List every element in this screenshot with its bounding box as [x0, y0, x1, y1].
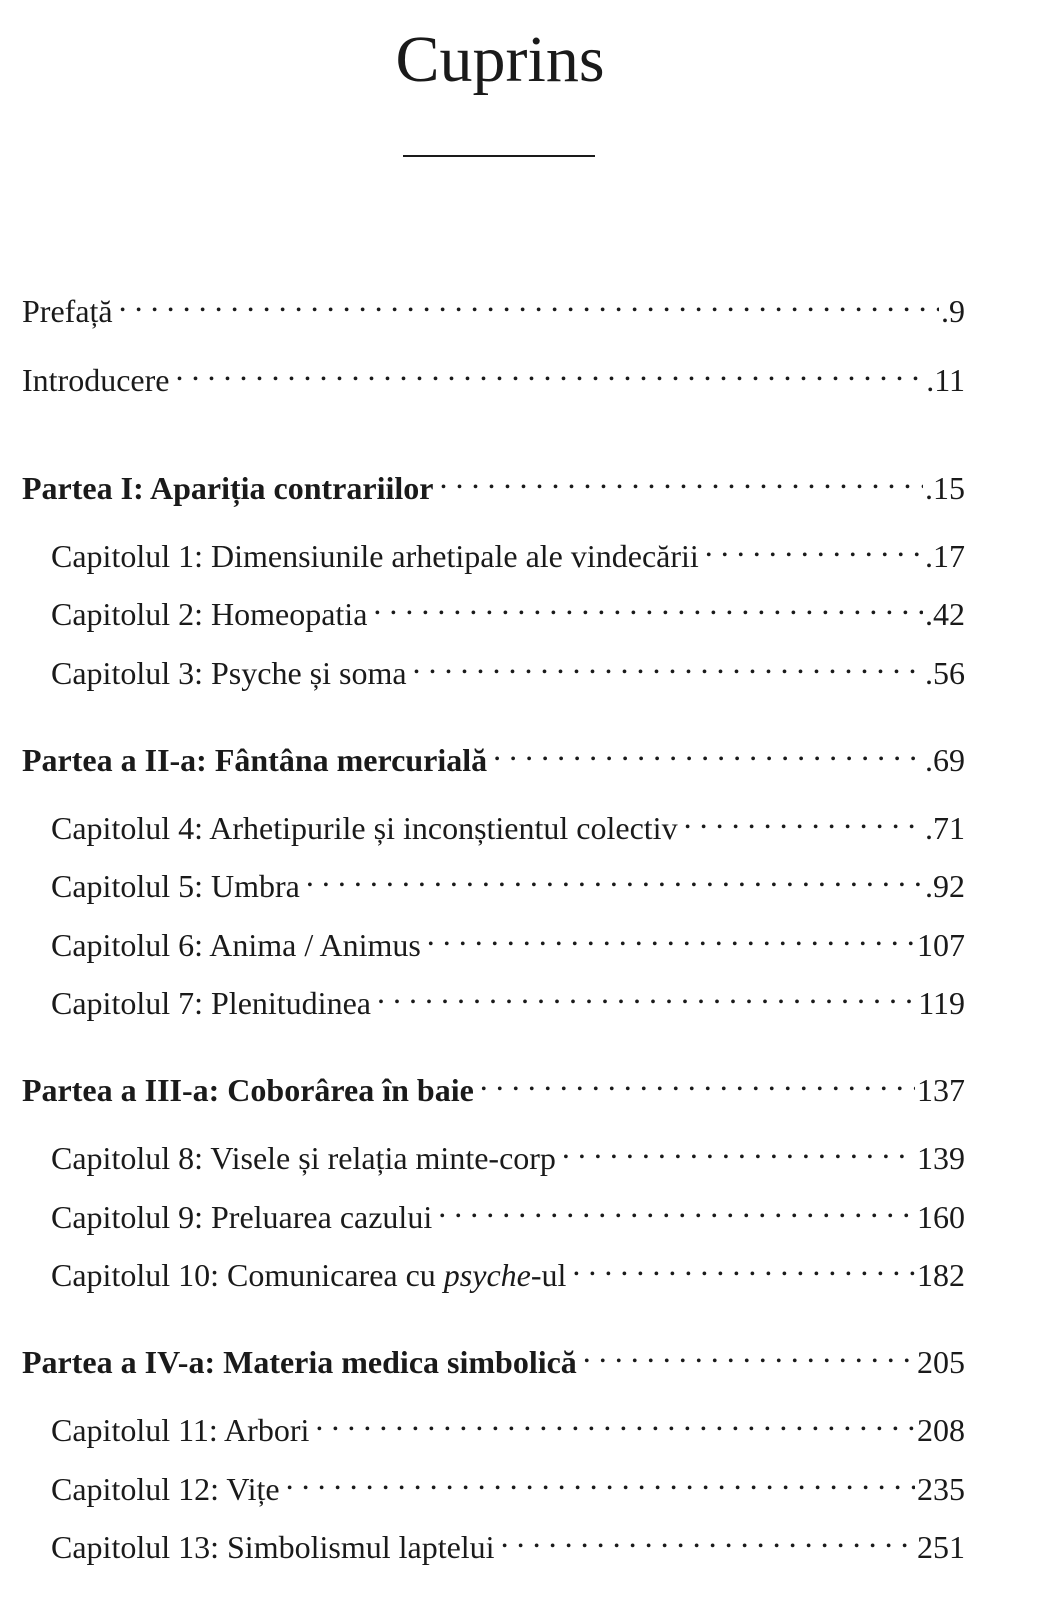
dot-leader — [680, 795, 923, 839]
toc-chapter-8[interactable] — [51, 1125, 965, 1176]
toc-chapter-label: Capitolul 2: Homeopatia — [51, 596, 368, 632]
dot-leader — [369, 581, 923, 625]
dot-leader — [701, 523, 923, 567]
toc-chapter-13[interactable] — [51, 1514, 965, 1565]
dot-leader — [435, 455, 923, 499]
toc-part-label: Partea a IV-a: Materia medica simbolică — [22, 1344, 577, 1380]
dot-leader — [497, 1514, 915, 1558]
toc-chapter-page-number: .42 — [925, 596, 965, 632]
toc-chapter-page-number: .56 — [925, 655, 965, 691]
toc-chapter-label: Capitolul 1: Dimensiunile arhetipale ale vindecării — [51, 538, 699, 574]
toc-chapter-page-number: .71 — [925, 810, 965, 846]
dot-leader — [568, 1242, 915, 1286]
toc-chapter-label: Capitolul 8: Visele și relația minte-corp — [51, 1140, 556, 1176]
dot-leader — [476, 1057, 915, 1101]
dot-leader — [373, 970, 916, 1014]
toc-part-1[interactable] — [22, 455, 965, 506]
toc-chapter-label: Capitolul 4: Arhetipurile și inconștientul colectiv — [51, 810, 678, 846]
toc-part-page-number: .69 — [925, 742, 965, 778]
toc-chapter-page-number: .17 — [925, 538, 965, 574]
toc-chapter-label: Capitolul 11: Arbori — [51, 1412, 310, 1448]
toc-chapter-label — [51, 1253, 566, 1297]
toc-entry-page-number: .11 — [926, 362, 965, 398]
dot-leader — [115, 278, 939, 322]
toc-chapter-label: Capitolul 13: Simbolismul laptelui — [51, 1529, 495, 1565]
toc-chapter-3[interactable] — [51, 640, 965, 691]
dot-leader — [409, 640, 923, 684]
toc-chapter-label: Capitolul 7: Plenitudinea — [51, 985, 371, 1021]
toc-chapter-4[interactable] — [51, 795, 965, 846]
dot-leader — [489, 727, 923, 771]
toc-entry-prefata[interactable] — [22, 278, 965, 329]
toc-chapter-page-number: 160 — [917, 1199, 965, 1235]
toc-part-page-number: .15 — [925, 470, 965, 506]
dot-leader — [434, 1184, 915, 1228]
toc-chapter-label: Capitolul 6: Anima / Animus — [51, 927, 421, 963]
toc-chapter-page-number: 119 — [918, 985, 965, 1021]
toc-chapter-12[interactable] — [51, 1456, 965, 1507]
toc-entry-label: Prefață — [22, 293, 113, 329]
toc-chapter-page-number: 107 — [917, 927, 965, 963]
toc-part-label: Partea I: Apariția contrariilor — [22, 470, 434, 506]
toc-chapter-label: Capitolul 12: Vițe — [51, 1471, 280, 1507]
toc-chapter-label: Capitolul 9: Preluarea cazului — [51, 1199, 433, 1235]
toc-chapter-label-italic: psyche — [443, 1257, 531, 1293]
toc-chapter-label: Capitolul 5: Umbra — [51, 868, 300, 904]
dot-leader — [282, 1456, 915, 1500]
toc-chapter-5[interactable] — [51, 853, 965, 904]
dot-leader — [171, 347, 924, 391]
toc-chapter-label: Capitolul 3: Psyche și soma — [51, 655, 407, 691]
toc-chapter-9[interactable] — [51, 1184, 965, 1235]
toc-part-page-number: 205 — [917, 1344, 965, 1380]
toc-entry-page-number: .9 — [941, 293, 965, 329]
toc-chapter-page-number: 235 — [917, 1471, 965, 1507]
toc-chapter-page-number: .92 — [925, 868, 965, 904]
toc-chapter-page-number: 182 — [917, 1257, 965, 1293]
toc-chapter-7[interactable] — [51, 970, 965, 1021]
dot-leader — [311, 1397, 915, 1441]
toc-chapter-11[interactable] — [51, 1397, 965, 1448]
toc-part-3[interactable] — [22, 1057, 965, 1108]
toc-part-4[interactable] — [22, 1329, 965, 1380]
toc-chapter-page-number: 251 — [917, 1529, 965, 1565]
toc-chapter-label-prefix: Capitolul 10: Comunicarea cu — [51, 1257, 444, 1293]
dot-leader — [558, 1125, 915, 1169]
dot-leader — [423, 912, 915, 956]
dot-leader — [579, 1329, 915, 1373]
toc-chapter-label-suffix: -ul — [530, 1257, 567, 1293]
toc-part-page-number: 137 — [917, 1072, 965, 1108]
toc-chapter-10[interactable] — [51, 1242, 965, 1293]
toc-entry-label: Introducere — [22, 362, 170, 398]
toc-entry-introducere[interactable] — [22, 347, 965, 398]
toc-part-label: Partea a II-a: Fântâna mercurială — [22, 742, 488, 778]
toc-chapter-6[interactable] — [51, 912, 965, 963]
toc-chapter-page-number: 208 — [917, 1412, 965, 1448]
toc-part-label: Partea a III-a: Coborârea în baie — [22, 1072, 474, 1108]
toc-chapter-2[interactable] — [51, 581, 965, 632]
toc-chapter-page-number: 139 — [917, 1140, 965, 1176]
page-title: Cuprins — [395, 23, 605, 96]
toc-chapter-1[interactable] — [51, 523, 965, 574]
toc-part-2[interactable] — [22, 727, 965, 778]
dot-leader — [302, 853, 923, 897]
